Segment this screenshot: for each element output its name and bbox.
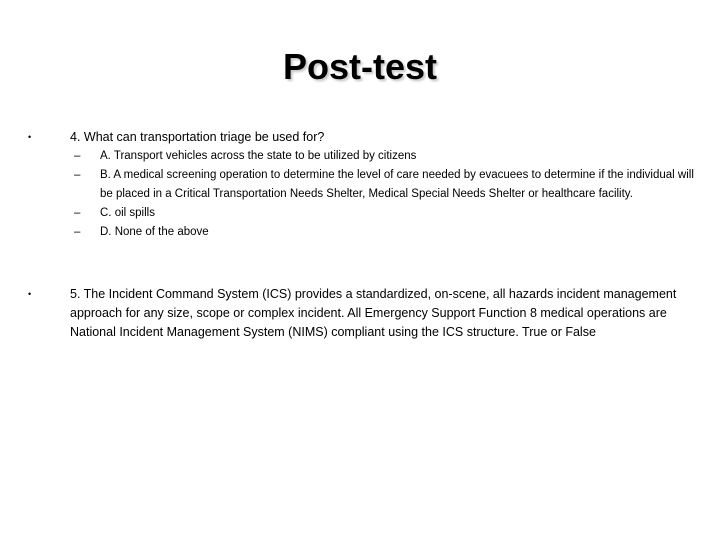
bullet-icon: •	[28, 289, 32, 299]
question-4-options	[70, 147, 696, 242]
question-5-row	[28, 285, 696, 342]
dash-icon: –	[74, 226, 81, 238]
option-c	[70, 204, 696, 223]
option-d-text: D. None of the above	[100, 226, 209, 238]
question-5-text: 5. The Incident Command System (ICS) provides a standardized, on-scene, all hazards incident management approach for any size, scope or complex incident. All Emergency Support Function 8 medical operations are National Incident Management System (NIMS) compliant using the ICS structure. True or False	[70, 287, 677, 339]
option-c-text: C. oil spills	[100, 207, 155, 219]
dash-icon: –	[74, 150, 81, 162]
option-d	[70, 223, 696, 242]
option-a	[70, 147, 696, 166]
question-4-text: 4. What can transportation triage be used for?	[70, 130, 325, 144]
bullet-icon: •	[28, 132, 32, 142]
question-5-block	[28, 285, 696, 342]
dash-icon: –	[74, 169, 81, 181]
question-4-row	[28, 128, 696, 147]
option-b	[70, 166, 696, 204]
dash-icon: –	[74, 207, 81, 219]
question-4-block	[28, 128, 696, 242]
option-a-text: A. Transport vehicles across the state to be utilized by citizens	[100, 150, 417, 162]
option-b-text: B. A medical screening operation to determine the level of care needed by evacuees to determine if the individual will be placed in a Critical Transportation Needs Shelter, Medical Special Needs Shelter or healthcare facility.	[100, 169, 694, 200]
slide-title: Post-test	[282, 46, 438, 87]
